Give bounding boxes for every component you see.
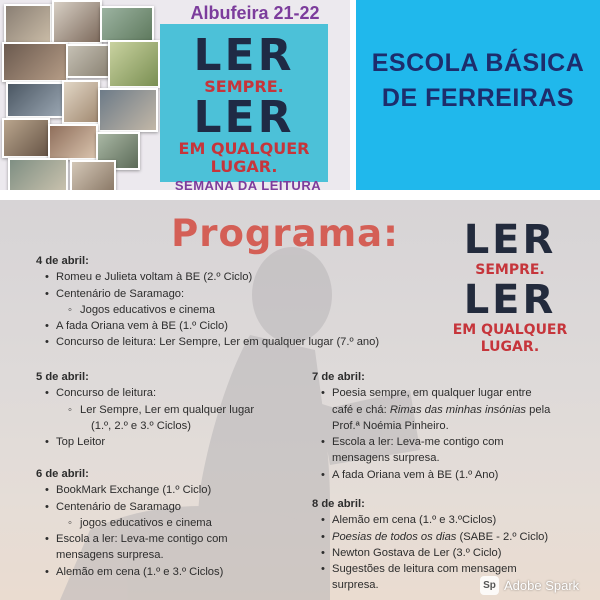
school-banner bbox=[356, 0, 600, 190]
program-item: • Alemão em cena (1.º e 3.º Ciclos) bbox=[36, 564, 296, 580]
text-plain: (SABE - 2.º Ciclo) bbox=[456, 530, 549, 543]
program-item: • Escola a ler: Leva-me contigo com bbox=[36, 531, 296, 547]
day-heading: 7 de abril: bbox=[312, 371, 365, 383]
logo-word-sempre: SEMPRE. bbox=[475, 262, 545, 278]
day-5-april bbox=[36, 369, 296, 450]
poem-title: Poesias de todos os dias bbox=[332, 530, 457, 543]
school-name-line2: DE FERREIRAS bbox=[381, 84, 575, 112]
program-subitem: ◦ jogos educativos e cinema bbox=[36, 515, 296, 531]
school-name-line1: ESCOLA BÁSICA bbox=[371, 49, 585, 77]
reading-photo-collage bbox=[0, 0, 158, 190]
reading-photo bbox=[100, 6, 154, 42]
adobe-spark-badge[interactable] bbox=[480, 574, 579, 596]
banner-left bbox=[0, 0, 350, 190]
program-item-continued: surpresa. bbox=[332, 579, 379, 592]
logo-word-ler-2: LER bbox=[463, 277, 557, 323]
reading-photo bbox=[66, 44, 110, 78]
reading-photo bbox=[2, 118, 50, 158]
program-item: • BookMark Exchange (1.º Ciclo) bbox=[36, 482, 296, 498]
program-item: • Top Leitor bbox=[36, 434, 296, 450]
reading-photo bbox=[6, 82, 64, 118]
day-heading: 6 de abril: bbox=[36, 468, 89, 480]
event-title: Albufeira 21-22 bbox=[190, 3, 320, 23]
reading-photo bbox=[2, 42, 68, 82]
program-item: • A fada Oriana vem à BE (1.º Ciclo) bbox=[36, 318, 436, 334]
program-item: • Concurso de leitura: Ler Sempre, Ler em qualquer lugar (7.º ano) bbox=[36, 334, 436, 350]
reading-week-label: SEMANA DA LEITURA bbox=[174, 178, 322, 190]
logo-phrase-em-qualquer: EM QUALQUER bbox=[452, 322, 568, 338]
reading-photo bbox=[108, 40, 160, 88]
reading-photo bbox=[8, 158, 68, 190]
day-heading: 8 de abril: bbox=[312, 498, 365, 510]
program-item bbox=[312, 529, 592, 545]
day-heading: 4 de abril: bbox=[36, 255, 89, 267]
program-subitem-continued: (1.º, 2.º e 3.º Ciclos) bbox=[91, 419, 191, 432]
day-4-april bbox=[36, 253, 436, 351]
logo-phrase-em-qualquer: EM QUALQUER bbox=[178, 139, 310, 158]
reading-campaign-logo bbox=[160, 24, 328, 182]
reading-photo bbox=[52, 0, 102, 44]
reading-campaign-logo-small bbox=[440, 217, 580, 356]
poem-title: Rimas das minhas insónias bbox=[389, 403, 527, 416]
program-panel bbox=[0, 200, 600, 600]
adobe-spark-label: Adobe Spark bbox=[504, 577, 580, 593]
program-subitem: ◦ Ler Sempre, Ler em qualquer lugar bbox=[36, 402, 296, 418]
program-item: • Centenário de Saramago: bbox=[36, 286, 436, 302]
program-item-continued: mensagens surpresa. bbox=[332, 452, 440, 465]
day-6-april bbox=[36, 466, 296, 580]
program-item: • Poesia sempre, em qualquer lugar entre bbox=[312, 385, 592, 401]
reading-photo bbox=[70, 160, 116, 190]
program-title: Programa: bbox=[171, 212, 399, 255]
logo-word-ler-2: LER bbox=[193, 92, 295, 143]
text-plain: pela bbox=[526, 403, 551, 416]
program-item-continued bbox=[312, 402, 592, 418]
day-7-april bbox=[312, 369, 592, 483]
logo-word-sempre: SEMPRE. bbox=[204, 77, 284, 96]
program-item: • Romeu e Julieta voltam à BE (2.º Ciclo) bbox=[36, 269, 436, 285]
logo-word-lugar: LUGAR. bbox=[210, 157, 278, 176]
reading-photo bbox=[4, 4, 52, 44]
adobe-spark-icon: Sp bbox=[480, 576, 499, 595]
program-item: • Centenário de Saramago bbox=[36, 499, 296, 515]
reading-photo bbox=[62, 80, 100, 124]
logo-word-ler: LER bbox=[193, 30, 295, 81]
program-item-continued: mensagens surpresa. bbox=[56, 549, 164, 562]
program-item: • Alemão em cena (1.º e 3.ºCiclos) bbox=[312, 512, 592, 528]
text-plain: café e chá: bbox=[332, 403, 390, 416]
program-subitem: ◦ Jogos educativos e cinema bbox=[36, 302, 436, 318]
day-heading: 5 de abril: bbox=[36, 371, 89, 383]
program-item: • Sugestões de leitura com mensagem bbox=[312, 561, 592, 577]
logo-word-lugar: LUGAR. bbox=[480, 339, 540, 355]
school-name bbox=[356, 46, 600, 116]
program-item: • Concurso de leitura: bbox=[36, 385, 296, 401]
reading-photo bbox=[48, 124, 98, 160]
program-item: • Escola a ler: Leva-me contigo com bbox=[312, 434, 592, 450]
reading-photo bbox=[98, 88, 158, 132]
banner-divider bbox=[0, 190, 600, 200]
program-item-continued: Prof.ª Noémia Pinheiro. bbox=[332, 419, 449, 432]
program-item: • A fada Oriana vem à BE (1.º Ano) bbox=[312, 467, 592, 483]
logo-word-ler: LER bbox=[463, 217, 557, 263]
program-item: • Newton Gostava de Ler (3.º Ciclo) bbox=[312, 545, 592, 561]
